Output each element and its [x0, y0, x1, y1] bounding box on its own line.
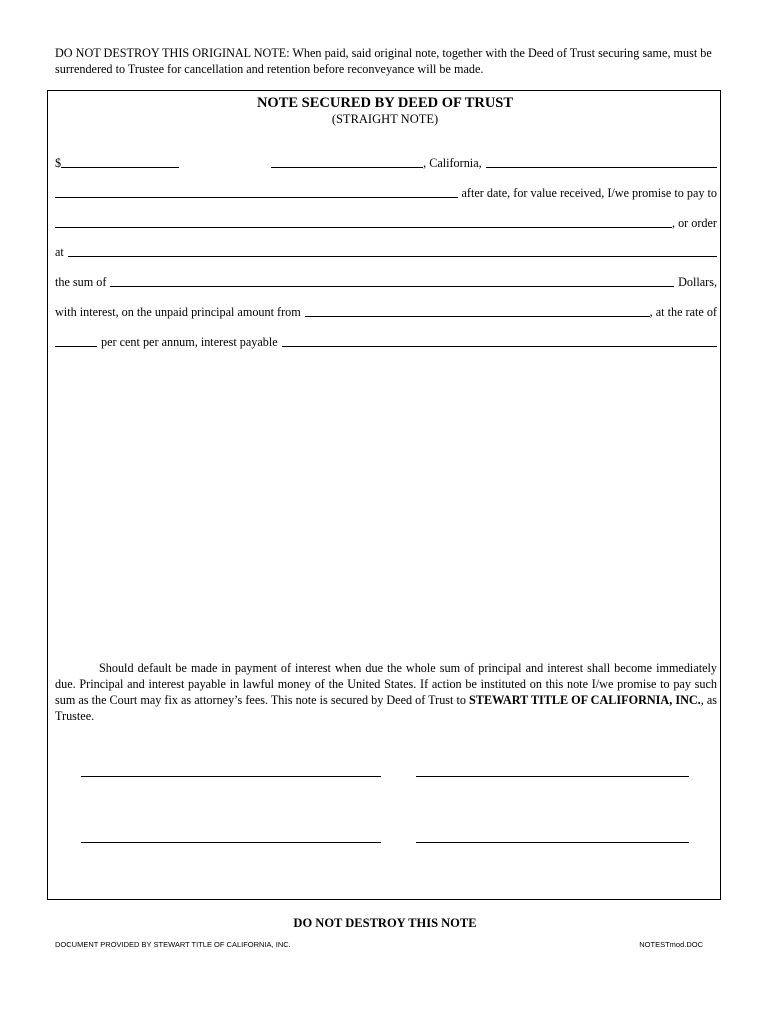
paragraph-ending: , as Trustee.	[55, 693, 717, 723]
row-rate	[55, 334, 717, 350]
amount-field[interactable]	[61, 167, 179, 168]
document-subtitle: (STRAIGHT NOTE)	[331, 112, 439, 126]
paragraph-text: Should default be made in payment of interest when due the whole sum of principal and interest shall become immediately due. Principal and interest payable in lawful money of the United States. If action be instituted on this note I/we promise to pay such sum as the Court may fix as attorney’s fees. This note is secured by Deed of Trust to	[55, 661, 717, 707]
do-not-destroy-footer: DO NOT DESTROY THIS NOTE	[293, 916, 477, 930]
provided-by-text: DOCUMENT PROVIDED BY STEWART TITLE OF CALIFORNIA, INC.	[55, 940, 291, 949]
row-address	[55, 244, 717, 260]
default-paragraph	[55, 660, 717, 724]
top-notice: DO NOT DESTROY THIS ORIGINAL NOTE: When paid, said original note, together with the Deed of Trust securing same, must be surrendered to Trustee for cancellation and retention before reconveyance will be made.	[55, 46, 712, 76]
term-field[interactable]	[55, 197, 458, 198]
at-label: at	[55, 245, 64, 259]
row-amount-location	[55, 155, 717, 171]
signature-line-1[interactable]	[81, 776, 381, 777]
trustee-name: STEWART TITLE OF CALIFORNIA, INC.	[469, 693, 701, 707]
row-interest-from	[55, 304, 717, 320]
dollar-sign: $	[55, 156, 62, 170]
interest-from-label: with interest, on the unpaid principal amount from	[55, 305, 301, 319]
promise-label: after date, for value received, I/we promise to pay to	[461, 186, 717, 200]
order-label: , or order	[671, 216, 717, 230]
sum-label: the sum of	[55, 275, 107, 289]
interest-payable-field[interactable]	[282, 346, 717, 347]
rate-field[interactable]	[55, 346, 97, 347]
city-field[interactable]	[271, 167, 423, 168]
document-title: NOTE SECURED BY DEED OF TRUST	[256, 95, 514, 111]
signature-line-2[interactable]	[416, 776, 689, 777]
row-payee	[55, 215, 717, 231]
row-term	[55, 185, 717, 201]
per-annum-label: per cent per annum, interest payable	[101, 335, 278, 349]
row-sum	[55, 274, 717, 290]
document-filename: NOTESTmod.DOC	[639, 940, 703, 949]
california-label: , California,	[423, 156, 482, 170]
form-frame	[47, 90, 721, 900]
signature-line-4[interactable]	[416, 842, 689, 843]
date-field[interactable]	[486, 167, 717, 168]
payee-field[interactable]	[55, 227, 672, 228]
sum-field[interactable]	[110, 286, 674, 287]
signature-line-3[interactable]	[81, 842, 381, 843]
interest-from-field[interactable]	[305, 316, 650, 317]
rate-of-label: , at the rate of	[649, 305, 717, 319]
address-field[interactable]	[68, 256, 717, 257]
dollars-label: Dollars,	[678, 275, 717, 289]
